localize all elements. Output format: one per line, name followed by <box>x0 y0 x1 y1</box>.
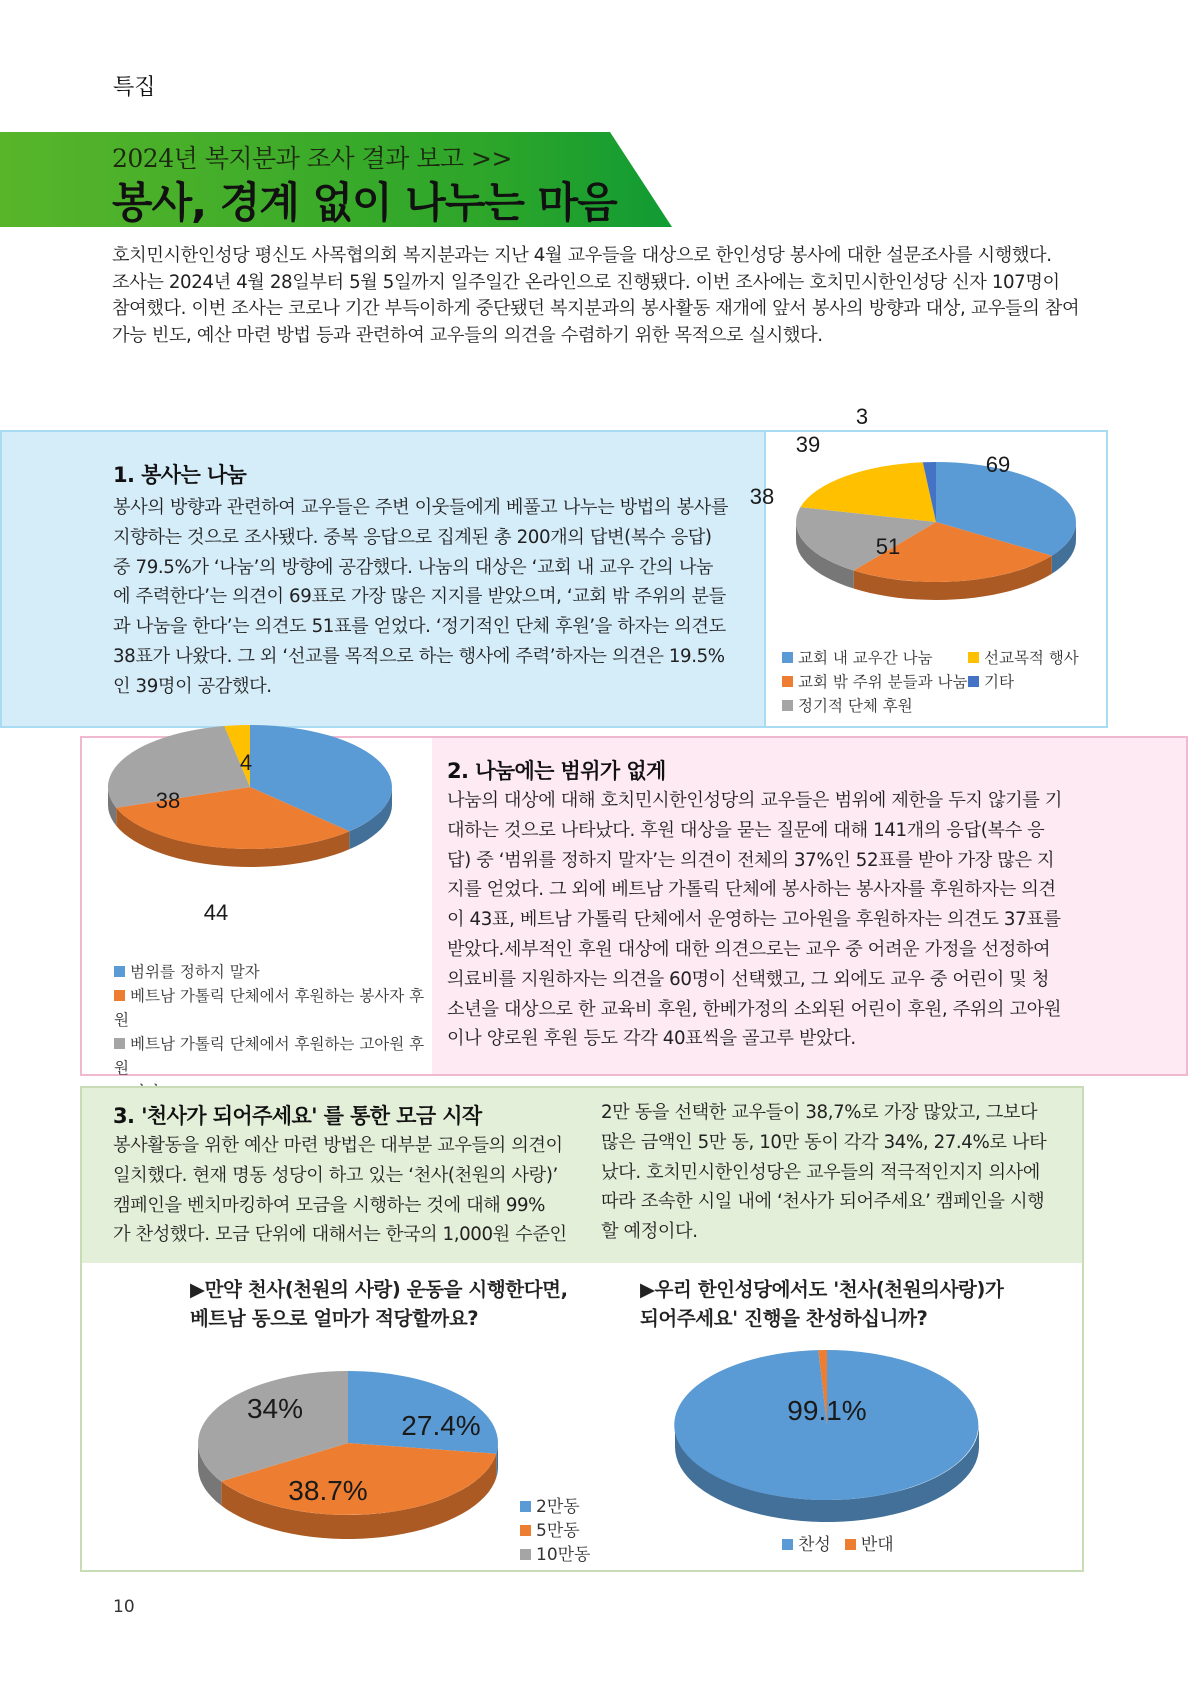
section3-left-column <box>113 1100 591 1250</box>
legend-label: 반대 <box>860 1535 894 1555</box>
section2-text <box>447 755 1097 1054</box>
section2-line: 답) 중 ‘범위를 정하지 말자’는 의견이 전체의 37%인 52표를 받아 가장 많은 지 <box>447 849 1055 871</box>
legend-item <box>782 670 968 694</box>
section1-title: 1. 봉사는 나눔 <box>113 463 247 487</box>
section3-title: 3. '천사가 되어주세요' 를 통한 모금 시작 <box>113 1104 482 1128</box>
chart1-legend <box>782 646 1102 718</box>
legend-item <box>114 984 434 1032</box>
banner-subtitle: 2024년 복지분과 조사 결과 보고 >> <box>112 144 512 173</box>
pie-label-1: 51 <box>875 534 901 559</box>
section2-title: 2. 나눔에는 범위가 없게 <box>447 759 666 783</box>
legend-swatch <box>782 1539 793 1550</box>
legend-label: 베트남 가톨릭 단체에서 후원하는 봉사자 후원 <box>114 987 425 1029</box>
chart4-question <box>640 1275 1080 1333</box>
section3-line: 일치했다. 현재 명동 성당이 하고 있는 ‘천사(천원의 사랑)’ <box>113 1164 558 1186</box>
intro-line: 참여했다. 이번 조사는 코로나 기간 부득이하게 중단됐던 복지분과의 봉사활동 재개에 앞서 봉사의 방향과 대상, 교우들의 참여 <box>112 298 1080 319</box>
section1-line: 에 주력한다’는 의견이 69표로 가장 많은 지지를 받았으며, ‘교회 밖 주위의 분들 <box>113 586 726 608</box>
legend-label: 선교목적 행사 <box>984 649 1079 667</box>
section1-line: 과 나눔을 한다’는 의견도 51표를 얻었다. ‘정기적인 단체 후원’을 하자는 의견도 <box>113 616 726 638</box>
legend-swatch <box>968 652 979 663</box>
section1-line: 38표가 나왔다. 그 외 ‘선교를 목적으로 하는 행사에 주력’하자는 의견은 19.5% <box>113 645 725 667</box>
page-number: 10 <box>113 1597 135 1617</box>
chart3-question-line: ▶만약 천사(천원의 사랑) 운동을 시행한다면, <box>190 1278 568 1301</box>
pie-label-2: 38 <box>155 788 181 813</box>
section3-line: 가 찬성했다. 모금 단위에 대해서는 한국의 1,000원 수준인 <box>113 1224 567 1246</box>
pie-label-0: 99.1% <box>787 1395 867 1426</box>
chart4-question-line: ▶우리 한인성당에서도 '천사(천원의사랑)가 <box>640 1278 1004 1301</box>
section1-line: 봉사의 방향과 관련하여 교우들은 주변 이웃들에게 베풀고 나누는 방법의 봉사를 <box>113 497 729 518</box>
section3-line: 할 예정이다. <box>601 1221 698 1243</box>
pie-label-4: 3 <box>855 404 869 429</box>
chart3-question-line: 베트남 동으로 얼마가 적당할까요? <box>190 1307 479 1330</box>
section3-line: 따라 조속한 시일 내에 ‘천사가 되어주세요’ 캠페인을 시행 <box>601 1191 1045 1213</box>
legend-swatch <box>968 676 979 687</box>
section2-line: 소년을 대상으로 한 교육비 후원, 한베가정의 소외된 어린이 후원, 주위의 고아원 <box>447 998 1061 1020</box>
legend-swatch <box>782 676 793 687</box>
section1-text <box>113 459 763 702</box>
legend-swatch <box>782 700 793 711</box>
pie-label-0: 27.4% <box>401 1410 481 1441</box>
legend-item <box>114 1032 434 1080</box>
legend-item <box>968 646 1079 670</box>
legend-label: 정기적 단체 후원 <box>798 697 913 715</box>
legend-row <box>782 646 1102 670</box>
section2-line: 이 43표, 베트남 가톨릭 단체에서 운영하는 고아원을 후원하자는 의견도 37표를 <box>447 909 1061 931</box>
legend-label: 교회 밖 주위 분들과 나눔 <box>798 673 968 691</box>
pie-label-1: 38.7% <box>288 1475 368 1506</box>
legend-item <box>782 1533 831 1557</box>
pie-label-1: 44 <box>203 900 229 925</box>
section2-line: 대하는 것으로 나타났다. 후원 대상을 묻는 질문에 대해 141개의 응답(복수 응 <box>447 819 1045 841</box>
legend-item <box>968 670 1014 694</box>
pie-label-2: 34% <box>246 1393 304 1424</box>
section3-line: 났다. 호치민시한인성당은 교우들의 적극적인지지 의사에 <box>601 1161 1040 1183</box>
section2-line: 지를 얻었다. 그 외에 베트남 가톨릭 단체에 봉사하는 봉사자를 후원하자는 의견 <box>447 879 1056 901</box>
legend-label: 기타 <box>984 673 1014 691</box>
legend-item <box>520 1543 590 1567</box>
legend-label: 10만동 <box>536 1545 591 1565</box>
section2-body <box>447 786 1097 1054</box>
pie-chart-support-targets <box>92 742 432 957</box>
pie-chart-donation-amount <box>195 1355 535 1555</box>
intro-paragraph <box>112 243 1092 349</box>
legend-item <box>114 960 434 984</box>
legend-item <box>520 1519 590 1543</box>
legend-swatch <box>114 1038 125 1049</box>
section3-right-column <box>601 1098 1081 1247</box>
section1-line: 중 79.5%가 ‘나눔’의 방향에 공감했다. 나눔의 대상은 ‘교회 내 교우 간의 나눔 <box>113 556 714 578</box>
legend-label: 찬성 <box>798 1535 831 1555</box>
pie-label-3: 4 <box>239 750 253 775</box>
legend-item <box>782 694 1102 718</box>
intro-line: 호치민시한인성당 평신도 사목협의회 복지분과는 지난 4월 교우들을 대상으로 한인성당 봉사에 대한 설문조사를 시행했다. <box>112 245 1052 266</box>
legend-row <box>782 670 1102 694</box>
section2-line: 받았다.세부적인 후원 대상에 대한 의견으로는 교우 중 어려운 가정을 선정하여 <box>447 938 1051 960</box>
section1-line: 지향하는 것으로 조사됐다. 중복 응답으로 집계된 총 200개의 답변(복수 응답) <box>113 526 712 548</box>
legend-swatch <box>520 1549 531 1560</box>
chart4-legend <box>782 1533 894 1557</box>
pie-chart-campaign-approval <box>655 1335 995 1535</box>
legend-label: 5만동 <box>536 1521 580 1541</box>
section3-line: 봉사활동을 위한 예산 마련 방법은 대부분 교우들의 의견이 <box>113 1135 563 1156</box>
intro-line: 가능 빈도, 예산 마련 방법 등과 관련하여 교우들의 의견을 수렴하기 위한 목적으로 실시했다. <box>112 324 823 346</box>
section1-line: 인 39명이 공감했다. <box>113 675 272 697</box>
legend-swatch <box>520 1525 531 1536</box>
legend-swatch <box>845 1539 856 1550</box>
pie-label-2: 38 <box>749 484 775 509</box>
pie-chart-sharing-targets <box>749 404 1106 647</box>
legend-label: 범위를 정하지 말자 <box>130 963 260 981</box>
legend-label: 교회 내 교우간 나눔 <box>798 649 933 667</box>
legend-swatch <box>520 1501 531 1512</box>
section2-line: 이나 양로원 후원 등도 각각 40표씩을 골고루 받았다. <box>447 1028 856 1050</box>
legend-item <box>782 646 968 670</box>
legend-swatch <box>114 990 125 1001</box>
pie-label-3: 39 <box>795 432 821 457</box>
chart3-question <box>190 1275 610 1333</box>
chart3-legend <box>520 1495 590 1567</box>
section2-line: 의료비를 지원하자는 의견을 60명이 선택했고, 그 외에도 교우 중 어린이 및 청 <box>447 968 1049 990</box>
intro-line: 조사는 2024년 4월 28일부터 5월 5일까지 일주일간 온라인으로 진행됐다. 이번 조사에는 호치민시한인성당 신자 107명이 <box>112 271 1060 293</box>
legend-item <box>845 1533 894 1557</box>
pie-label-0: 69 <box>985 452 1011 477</box>
section3-line: 많은 금액인 5만 동, 10만 동이 각각 34%, 27.4%로 나타 <box>601 1131 1047 1153</box>
legend-label: 2만동 <box>536 1497 580 1517</box>
section3-left-body <box>113 1131 591 1250</box>
section2-line: 나눔의 대상에 대해 호치민시한인성당의 교우들은 범위에 제한을 두지 않기를 기 <box>447 790 1063 811</box>
legend-swatch <box>114 966 125 977</box>
legend-swatch <box>782 652 793 663</box>
chart2-legend <box>114 960 434 1104</box>
section3-line: 캠페인을 벤치마킹하여 모금을 시행하는 것에 대해 99% <box>113 1194 546 1216</box>
legend-label: 베트남 가톨릭 단체에서 후원하는 고아원 후원 <box>114 1035 425 1077</box>
section-label: 특집 <box>113 75 156 100</box>
chart4-question-line: 되어주세요' 진행을 찬성하십니까? <box>640 1307 928 1330</box>
section1-body <box>113 493 763 702</box>
section3-line: 2만 동을 선택한 교우들이 38,7%로 가장 많았고, 그보다 <box>601 1102 1038 1123</box>
legend-item <box>520 1495 590 1519</box>
banner-title: 봉사, 경계 없이 나누는 마음 <box>112 178 617 227</box>
